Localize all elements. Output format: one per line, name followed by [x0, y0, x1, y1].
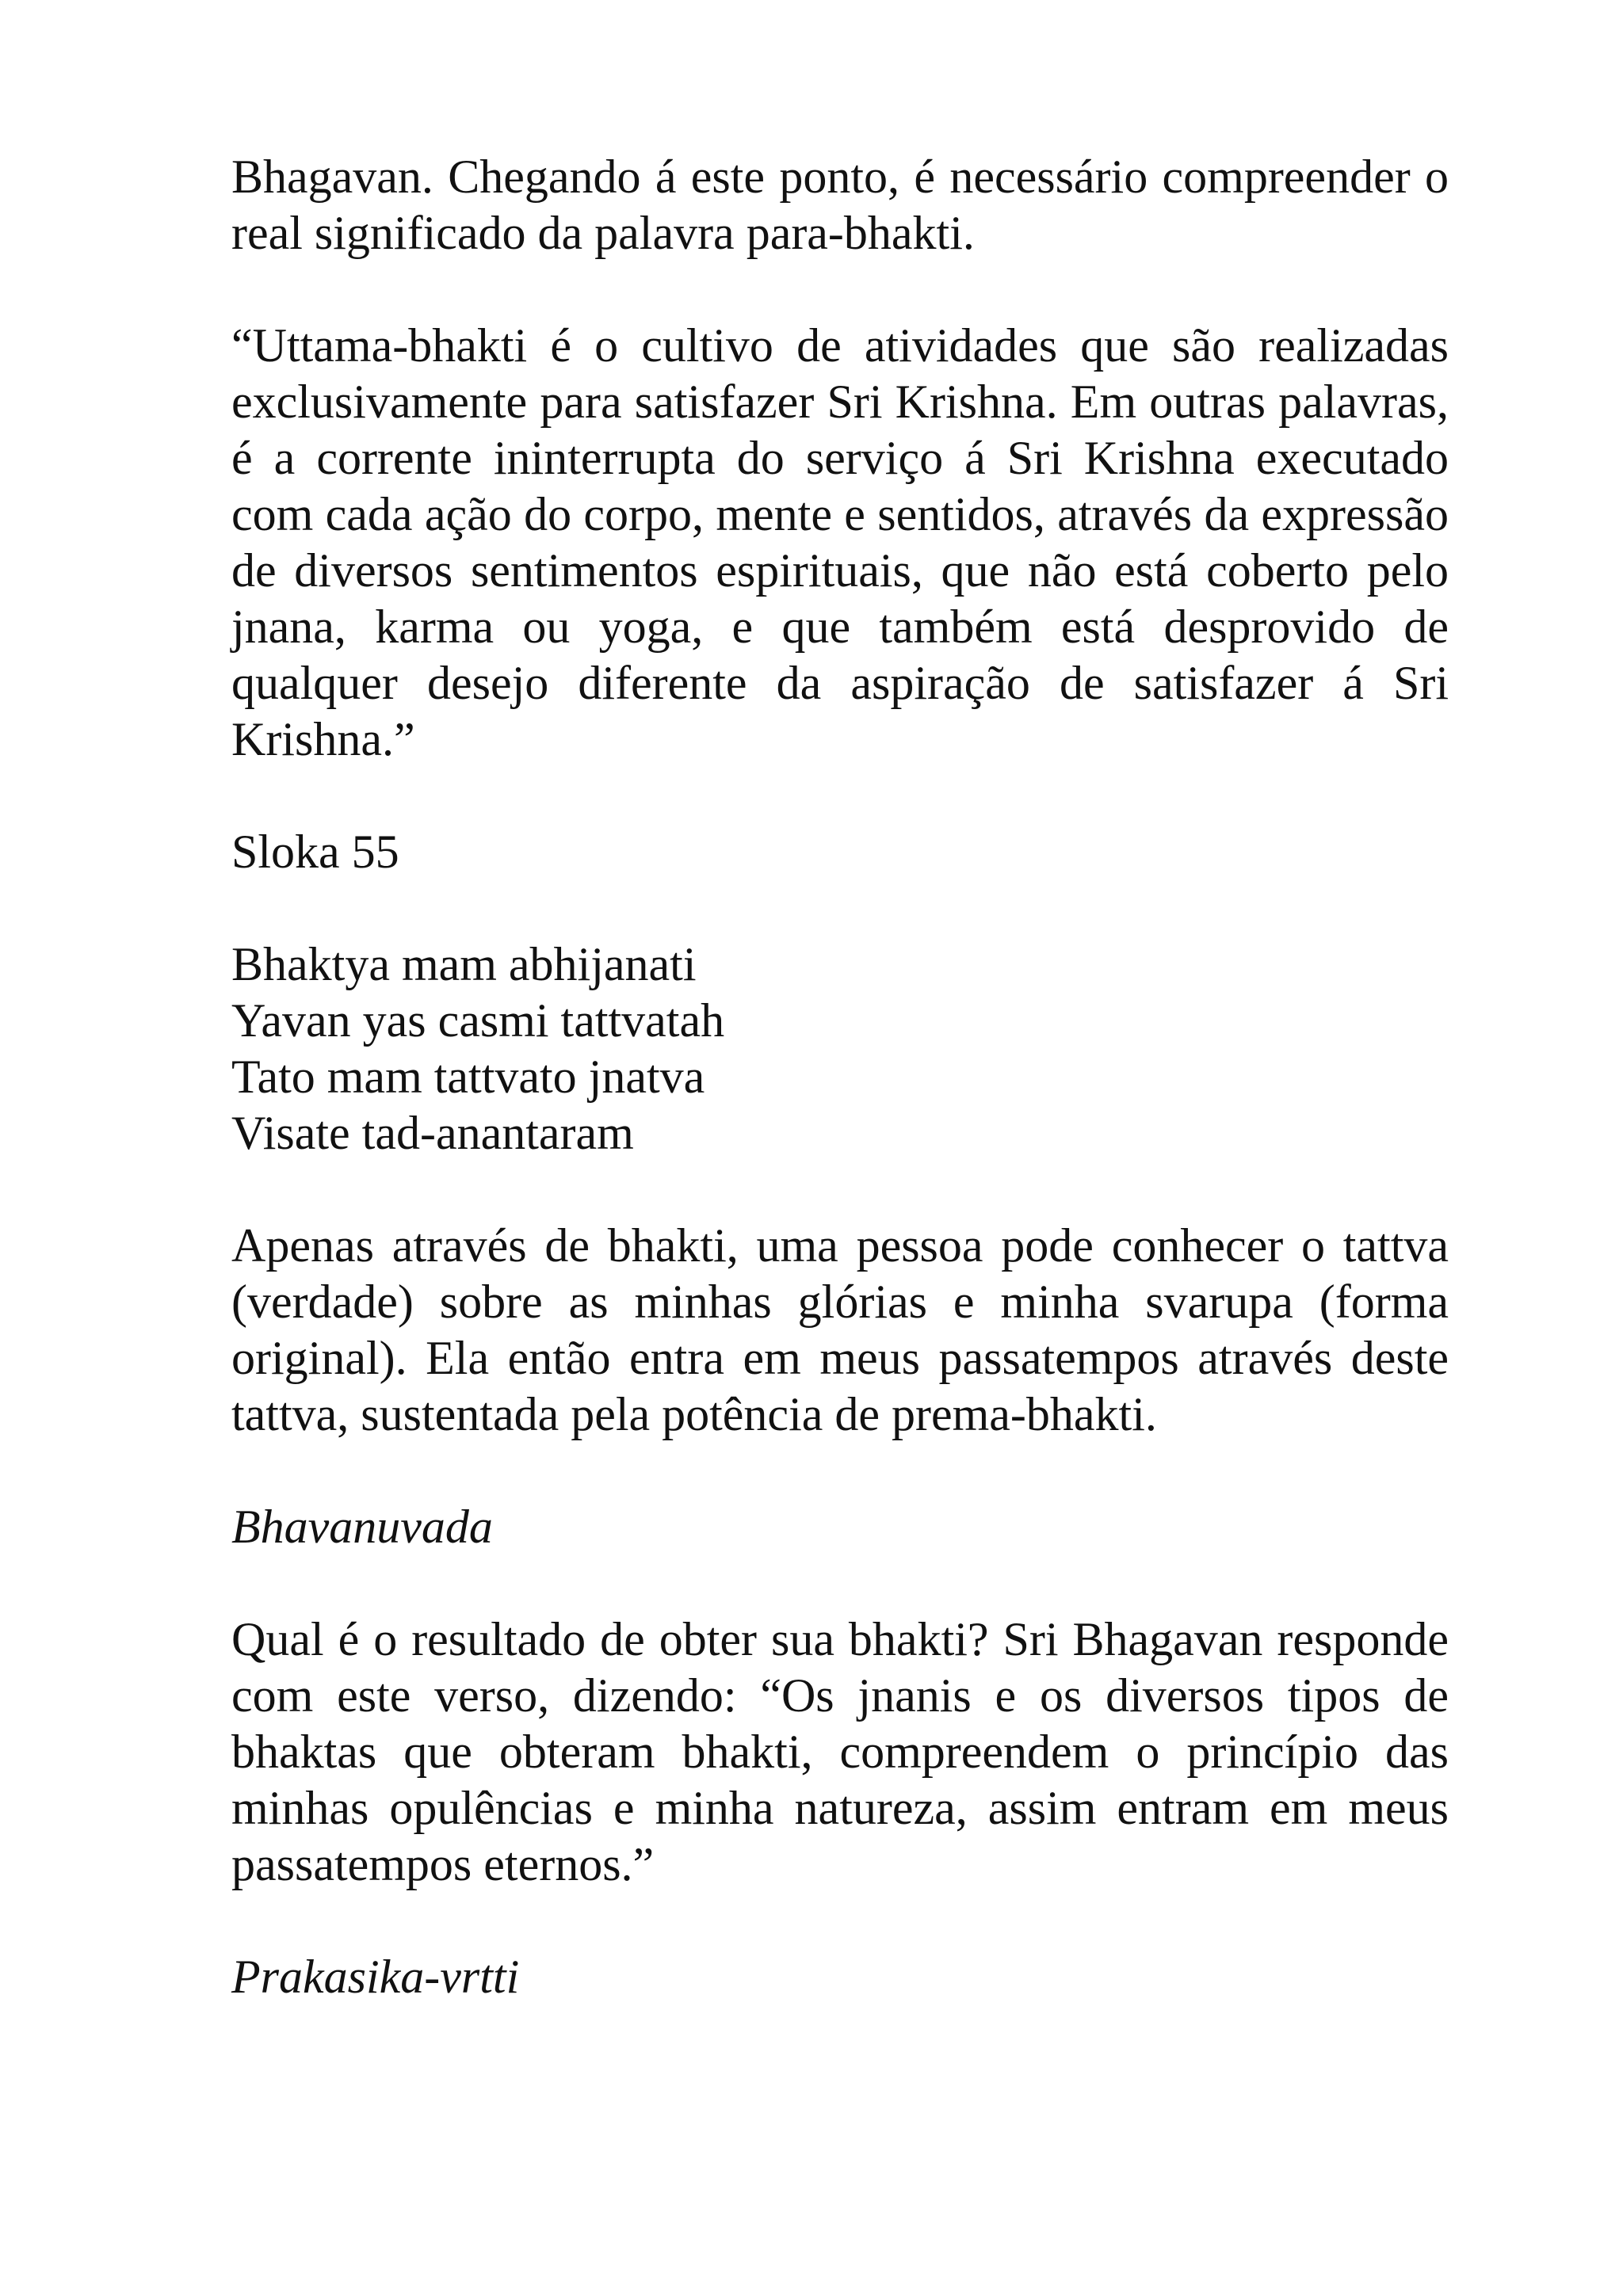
verse-translation: Apenas através de bhakti, uma pessoa pode conhecer o tattva (verdade) sobre as minhas glórias e minha svarupa (forma original). Ela então entra em meus passatempos através deste tattva, sustentada pela potência de prema-bhakti. — [231, 1219, 1449, 1440]
bhavanuvada-paragraph: Qual é o resultado de obter sua bhakti? Sri Bhagavan responde com este verso, dizendo: “Os jnanis e os diversos tipos de bhaktas que obteram bhakti, compreendem o princípio das minhas opulências e minha natureza, assim entram em meus passatempos eternos.” — [231, 1613, 1449, 1890]
sloka-heading: Sloka 55 — [231, 826, 399, 878]
uttama-bhakti-quote: “Uttama-bhakti é o cultivo de atividades que são realizadas exclusivamente para satisfazer Sri Krishna. Em outras palavras, é a corrente ininterrupta do serviço á Sri Krishna executado com cada ação do corpo, mente e sentidos, através da expressão de diversos sentimentos espirituais, que não está coberto pelo jnana, karma ou yoga, e que também está desprovido de qualquer desejo diferente da aspiração de satisfazer á Sri Krishna.” — [231, 319, 1449, 765]
verse-line-3: Tato mam tattvato jnatva — [231, 1051, 705, 1103]
verse-line-1: Bhaktya mam abhijanati — [231, 938, 697, 990]
bhavanuvada-heading: Bhavanuvada — [231, 1501, 493, 1553]
sanskrit-verse — [231, 936, 1449, 1161]
intro-paragraph: Bhagavan. Chegando á este ponto, é necessário compreender o real significado da palavra para-bhakti. — [231, 151, 1449, 259]
verse-line-2: Yavan yas casmi tattvatah — [231, 994, 725, 1047]
page-content — [231, 149, 1449, 2061]
verse-line-4: Visate tad-anantaram — [231, 1107, 634, 1159]
prakasika-vrtti-heading: Prakasika-vrtti — [231, 1951, 520, 2003]
